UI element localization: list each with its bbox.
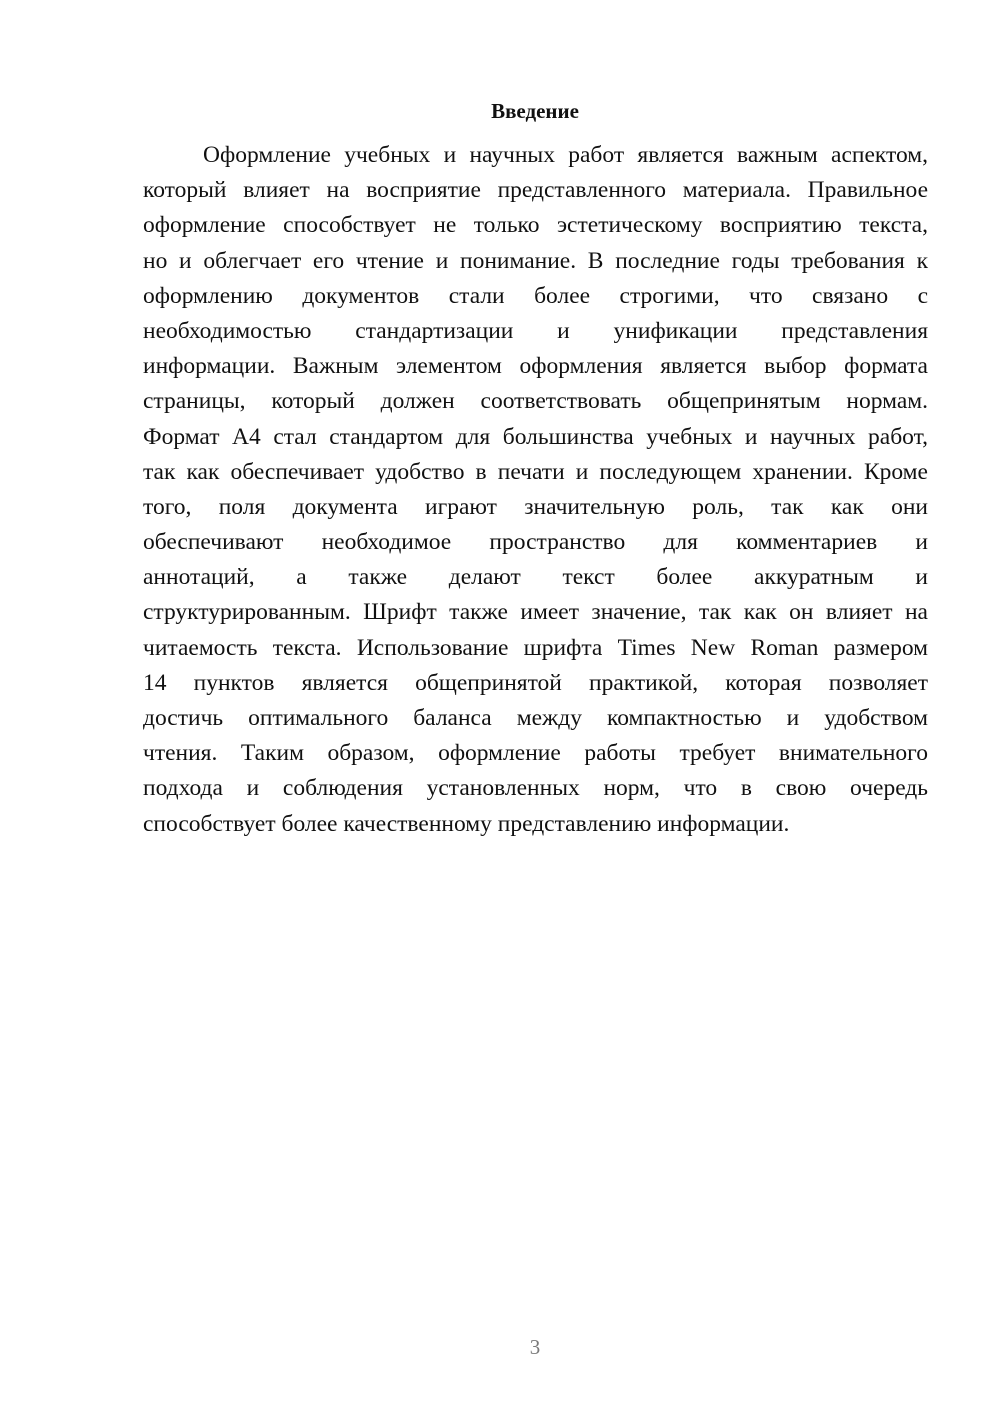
paragraph-line: 14 пунктов является общепринятой практикой, которая позволяет: [143, 669, 928, 696]
body-paragraph: [143, 138, 928, 842]
paragraph-line: оформлению документов стали более строгими, что связано с: [143, 282, 928, 309]
paragraph-line: Формат А4 стал стандартом для большинства учебных и научных работ,: [143, 423, 928, 450]
paragraph-line: структурированным. Шрифт также имеет значение, так как он влияет на: [143, 599, 928, 626]
paragraph-line: так как обеспечивает удобство в печати и последующем хранении. Кроме: [143, 458, 928, 485]
section-heading: Введение: [491, 99, 579, 123]
paragraph-line: чтения. Таким образом, оформление работы требует внимательного: [143, 740, 928, 767]
paragraph-line: достичь оптимального баланса между компактностью и удобством: [143, 705, 928, 731]
paragraph-line: подхода и соблюдения установленных норм, что в свою очередь: [143, 775, 928, 802]
paragraph-line: страницы, который должен соответствовать общепринятым нормам.: [143, 388, 928, 415]
paragraph-line: информации. Важным элементом оформления является выбор формата: [143, 353, 928, 380]
paragraph-line: который влияет на восприятие представленного материала. Правильное: [143, 177, 928, 204]
paragraph-line: аннотаций, а также делают текст более аккуратным и: [143, 564, 928, 591]
paragraph-line: необходимостью стандартизации и унификации представления: [143, 317, 928, 344]
paragraph-line: читаемость текста. Использование шрифта Times New Roman размером: [143, 634, 928, 661]
paragraph-line: но и облегчает его чтение и понимание. В последние годы требования к: [143, 247, 928, 274]
paragraph-line: способствует более качественному представлению информации.: [143, 810, 790, 837]
paragraph-line: обеспечивают необходимое пространство для комментариев и: [143, 529, 928, 556]
paragraph-line: того, поля документа играют значительную роль, так как они: [143, 493, 928, 520]
page-number: 3: [529, 1335, 541, 1359]
paragraph-line: оформление способствует не только эстетическому восприятию текста,: [143, 212, 928, 239]
paragraph-line: Оформление учебных и научных работ является важным аспектом,: [203, 142, 928, 168]
